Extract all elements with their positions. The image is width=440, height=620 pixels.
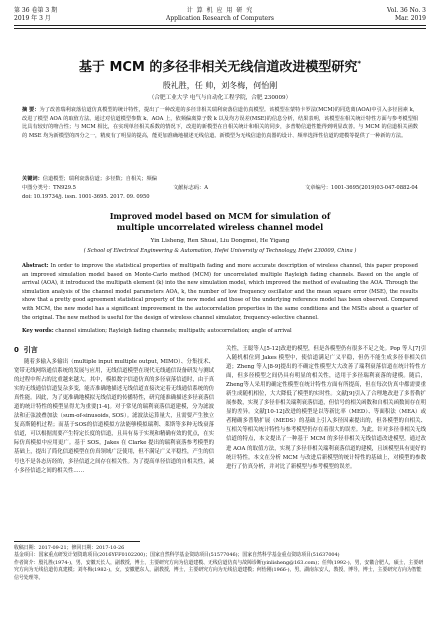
volume-cn: 第 36 卷第 3 期 <box>14 7 58 14</box>
volume-en: Vol. 36 No. 3 <box>386 7 426 14</box>
header-rule <box>14 25 426 29</box>
doc-code: 文献标志码：A <box>173 185 208 191</box>
abstract-en <box>22 262 418 322</box>
keywords-cn-label: 关键词： <box>22 176 43 182</box>
authors-en: Yin Lisheng, Ren Shuai, Liu Dongmei, He Yigang <box>150 238 290 244</box>
keywords-en-label: Key words: <box>22 328 54 334</box>
abstract-cn-label: 摘 要： <box>22 107 40 113</box>
authors-cn: 殷礼胜，任 帅，刘冬梅，何怡刚 <box>162 81 278 90</box>
paper-title-en: Improved model based on MCM for simulation of multiple uncorrelated wireless channel model <box>109 211 331 232</box>
journal-name-en: Application Research of Computers <box>165 15 275 22</box>
keywords-en-text: channel simulation; Rayleigh fading channels; multipath; autocorrelation; angle of arrival <box>55 328 292 334</box>
section-heading <box>14 345 38 355</box>
footnote-bio: 作者简介：殷礼胜(1974-)，男，安徽天长人，副教授，博士，主要研究方向为信道建模、无线信道仿真与故障诊断(yinlisheng@163.com)；任帅(1992-)，男，安徽合肥人，硕士，主要研究方向为无线信道仿真建模；刘冬梅(1982-)，女，安徽肥东人，副教授，博士，主要研究方向为无线信道建模；何怡刚(1966-)，男，湖南东安人，教授，博导，博士，主要研究方向为智能信号处理等。 <box>14 559 424 581</box>
paper-title-cn <box>14 56 426 75</box>
affiliation-cn: （合肥工业大学 电气与自动化工程学院，合肥 230009） <box>148 95 292 101</box>
section-title: 引言 <box>23 346 38 354</box>
abstract-cn-text: 为了改善瑞利衰落信道仿真模型的统计特性，提出了一种改进的多径非相关瑞利衰落信道仿真模型。该模型在蒙特卡罗法(MCM)的同迭离(AOA)中引入多径因素 k，改进了模型 AOA 的取值方法。通过对信道模型参数 k、AOA 上，依频偏离算子数 k 以及均方误差(MSE)的信息分析，结果表明，该模型在相关统计特性方面与参考模型相比具有较好的吻合性；与 MCM 相比，在实现单径相关系数的情况下，改进的新模型在自相关统计和相关的同步，多普勒信道性能得到明显改善。与 MCM 的信道相关函数的 MSE 均为新模型的四分之一，精度有了明显的提高，能更加准确地描述无线信道。新模型为无线信道仿真器的设计、频率选择性信道的建模等提供了一种新的方法。 <box>22 107 418 139</box>
abstract-en-label: Abstract: <box>22 263 49 269</box>
footnote-fund: 基金项目：国家重点研发计划资助项目(2016YFF0102200)；国家自然科学基金资助项目(51577046)；国家自然科学基金重点资助项目(51637004) <box>14 552 340 559</box>
body-column-right <box>226 345 426 534</box>
section-number: 0 <box>14 346 19 354</box>
classification-line <box>22 184 418 193</box>
intro-paragraph-right: 关性，王聪等人[5-12]改进的模型，但是各模型仍有很多不足之处。Pop 等人[7]引入随机相位到 Jakes 模型中，使信道满足广义平稳，但仍不能生成多径非相关信道；Zheng 等人[8-9]提出的不确定性模型大大改善了瑞利衰落信道在统计特性方面，但多径模型之间仍具有明显的相关性，适用于多径瑞利衰落的建模。随后，Zheng等人采用的确定性模型在统计特性方面有所提高，但在每次仿真中都需要重新生成随机相位，大大降低了模型的实时性。文献[9]引入了合理地改进了多普勒扩展参数，实现了多径非相关瑞利衰落信道，但信号的相关函数和自相关函数间存在明显的差异。文献[10-12]改进的模型是以等新比率（MED）、等面积法（MEA）或者精确多普勒扩展（MEDS）的基础上引入多径因素提出的，但各模型的自相关、互相关等相关统计特性与参考模型仍存在着很大的误差。为此，针对多径非相关无线信道的特点，本文提出了一种基于 MCM 的多径非相关无线信道改进模型，通过改进 AOA 的取值方法，实现了多径非相关瑞利衰落信道的建模，且该模型具有更好的统计特性。本文在分析 MCM 与改进后新模型的统计特性的基础上，对模型的参数进行了仿真分析，并对比了新模型与参考模型的误差。 <box>226 346 426 470</box>
keywords-cn-text: 信道模型；瑞利衰落信道；多径数；自相关；频偏 <box>42 176 157 182</box>
clc-number: 中图分类号：TN929.5 <box>22 185 76 191</box>
doi: doi: 10.19734/j. issn. 1001-3695. 2017. 09. 0950 <box>22 194 150 200</box>
date-en: Mar. 2019 <box>394 15 426 22</box>
journal-name-cn: 计 算 机 应 用 研 究 <box>186 7 254 14</box>
date-cn: 2019 年 3 月 <box>14 15 51 22</box>
keywords-en <box>22 327 418 336</box>
footnote-rule <box>14 541 140 542</box>
title-text: 基于 MCM 的多径非相关无线信道改进模型研究 <box>78 60 358 75</box>
abstract-en-text: In order to improve the statistical properties of multipath fading and more accurate description of wireless channel, this paper proposed an improved simulation model based on Monte-Carlo method (MCM) for uncorrelated multiple Rayleigh fading channels. Based on the angle of arrival (AOA), it introduced the multipath element (k) into the new simulation model, which improved the method of evaluating the AOA. Through the simulation analysis of the channel model parameters AOA, k, the number of low frequency oscillator and the mean square error (MSE), the results show that a pretty good agreement statistical property of the new model and those of the underlying reference model has been observed. Compared with MCM, the new model has a significant improvement in the autocorrelation properties in the same conditions and the MSEs about a quarter of the original. The new method is useful for the design of wireless channel simulator, frequency-selective channel. <box>22 263 418 321</box>
intro-paragraph-left: 随着多输入多输出（multiple input multiple output, MIMO）、分集技术、宽带无线网络通信系统的发展与应用，无线信道模型在现代无线通信设备研发与测试的过程中所占的比重越来越大。其中，模拟数字信道仿真的多径衰落信道时，由于真实的无线通信信道复杂多变，能否准确地描述无线信道直接决定着无线通信系统的仿真性能。因此，为了更准确地模拟无线信道的传播特性，研究能准确描述多径衰落信道的统计特性的模型显得尤为重要[1-4]。对于常见的瑞利衰落信道建模，分为滤波法和正弦波叠加法（sum-of-sinusoids, SOS）。滤波法运算量大，且需要产生独立复高斯随机过程；而基于SOS的信道模拟方法能够模拟瑞利、莱斯等多种无线衰落信道，可以根据需要产生特定长度的信道，且具有易于实现和精确有效的优点，在实际仿真模拟中应用更广。基于 SOS，Jakes 在 Clarke 提出的瑞利衰落参考模型的基础上，提出了简化信道模型在仿真领域广泛使用，但不满足广义平稳性，产生的信号也不是各态历经的，多径信道之间存在相关性。为了提高单径信道的自相关性，减小多径信道之间的相关性…… <box>14 359 214 474</box>
abstract-cn <box>22 106 418 140</box>
footnote-received: 收稿日期：2017-09-21；修回日期：2017-10-26 <box>14 545 125 551</box>
article-number: 文章编号：1001-3695(2019)03-047-0882-04 <box>305 185 418 191</box>
keywords-cn <box>22 175 418 184</box>
footnote <box>14 545 426 582</box>
affiliation-en: ( School of Electrical Engineering & Automation, Hefei University of Technology, Hefei 230009, China ) <box>83 248 357 254</box>
title-footnote-mark: * <box>357 59 362 68</box>
body-column-left <box>14 358 214 534</box>
